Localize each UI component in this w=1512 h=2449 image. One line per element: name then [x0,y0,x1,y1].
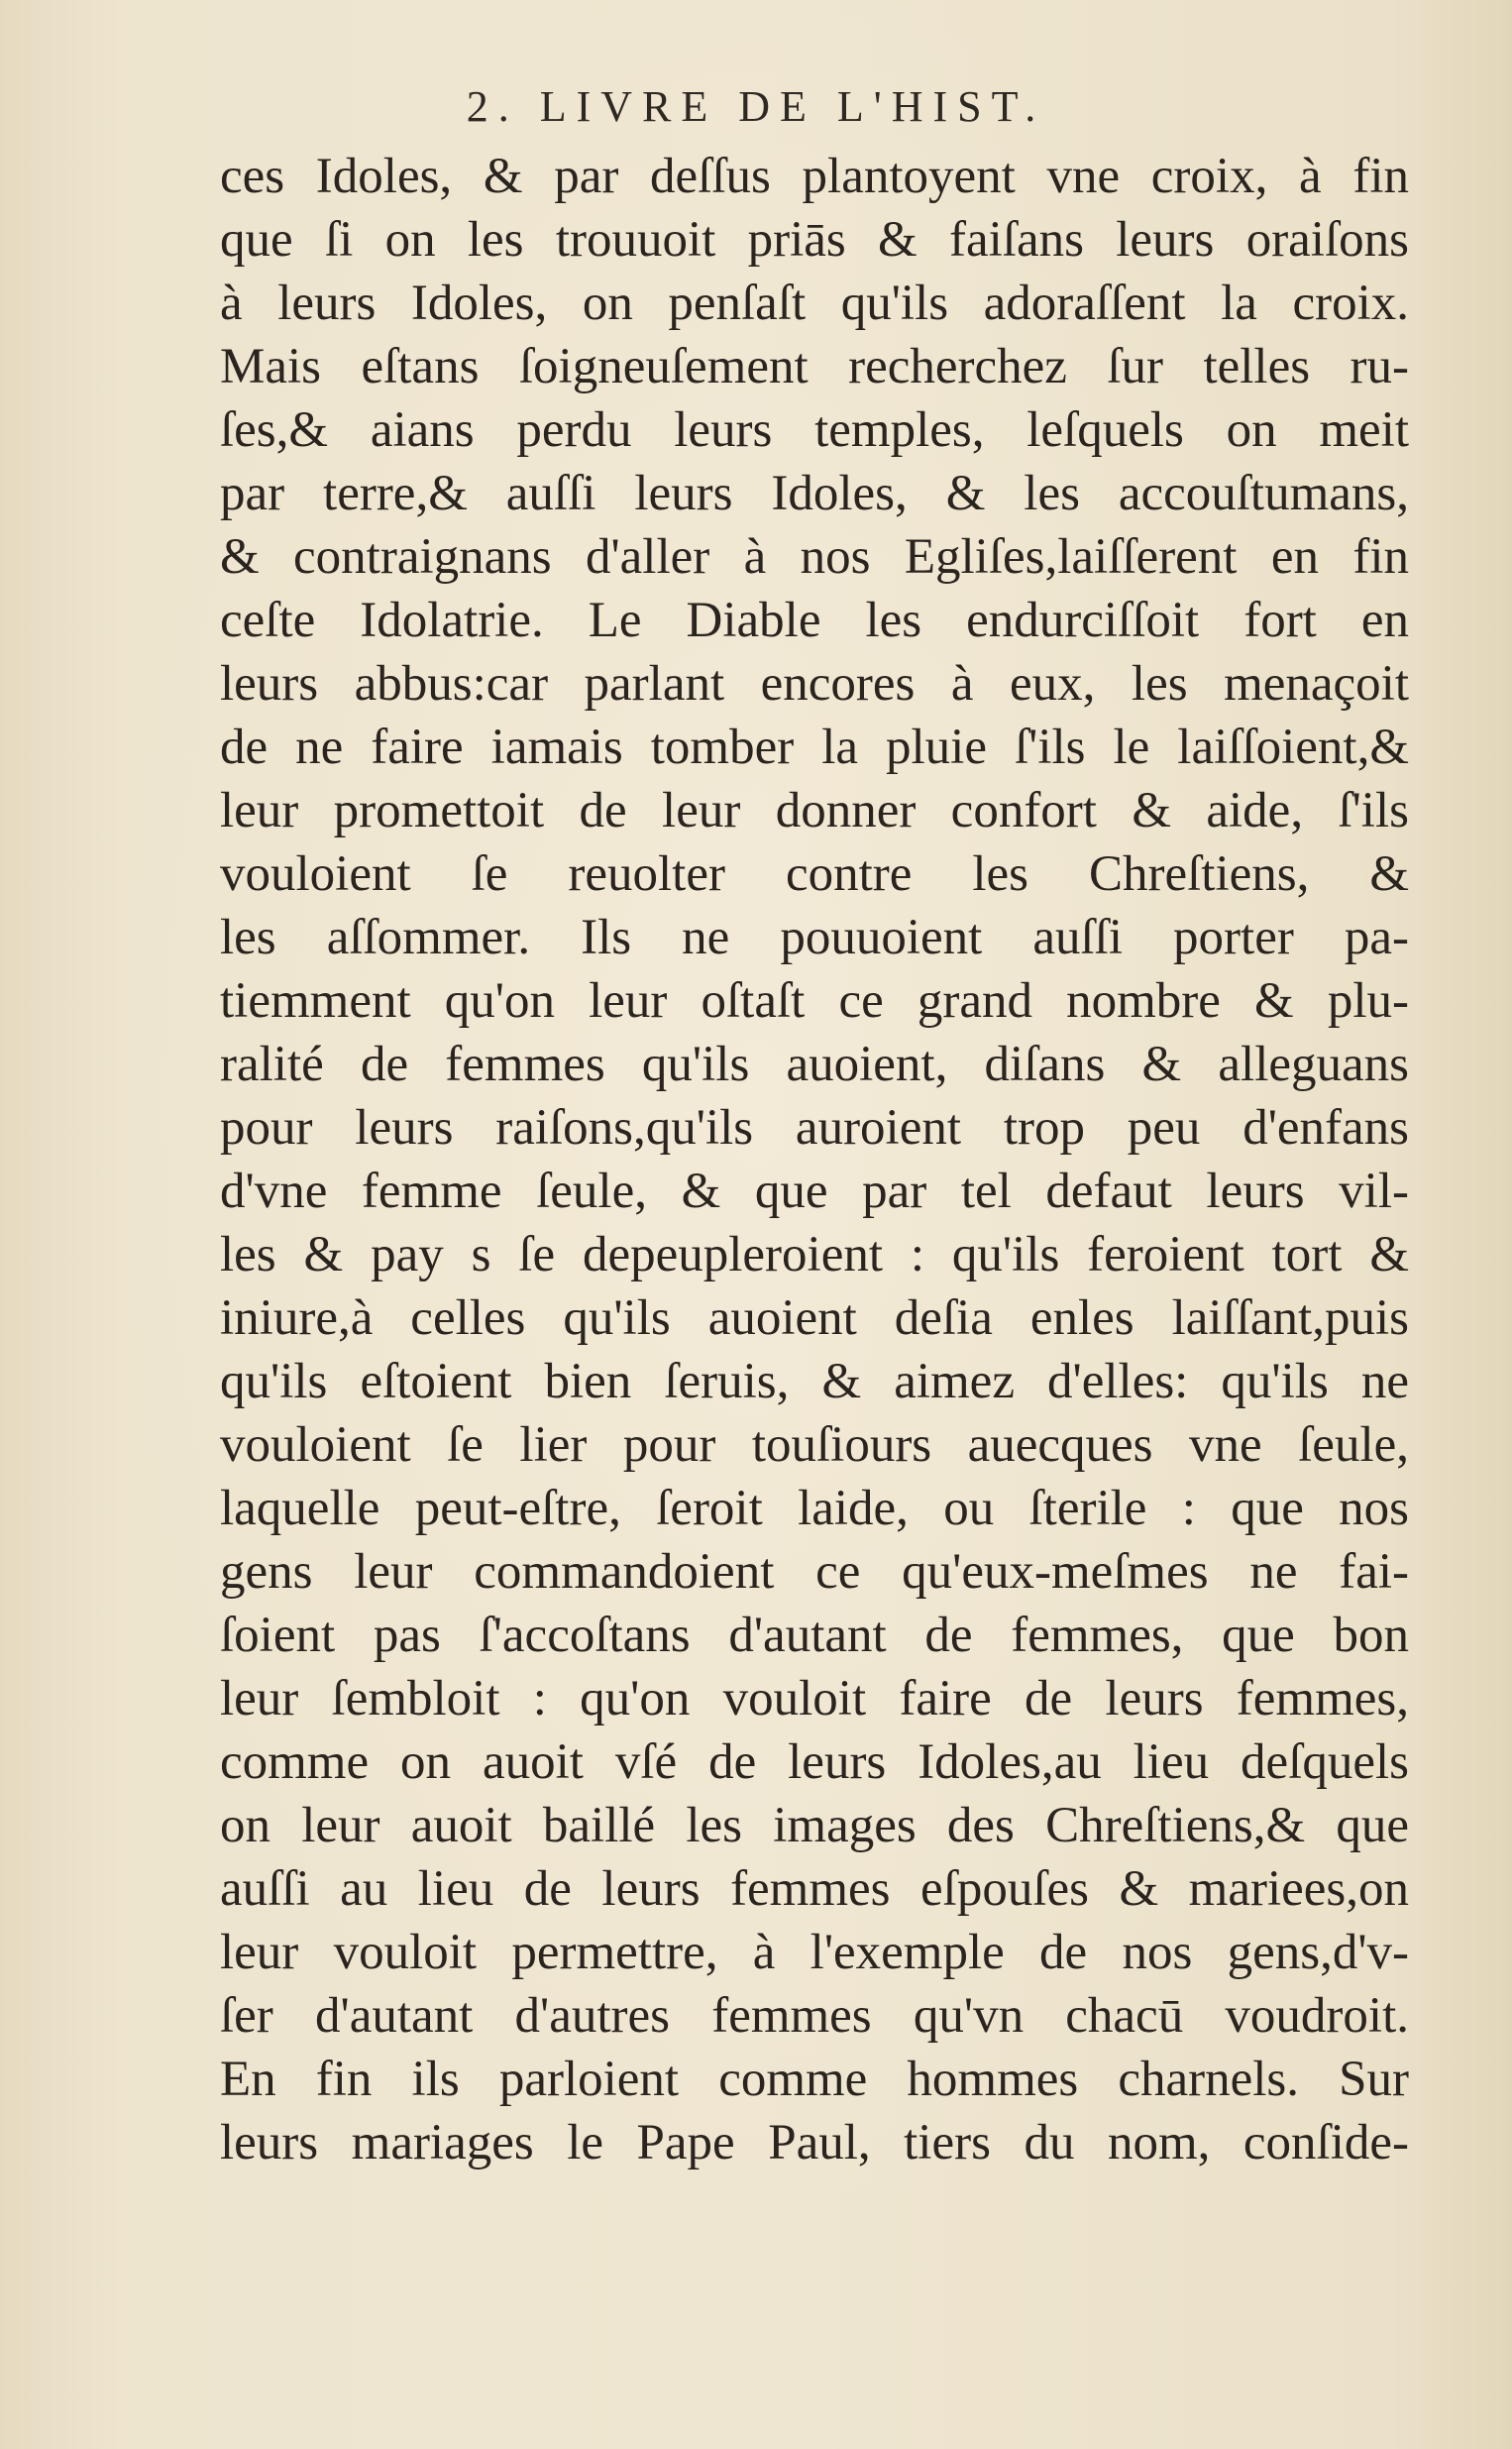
text-line: que ſi on les trouuoit priās & faiſans leurs oraiſons [220,212,1409,268]
text-line: leurs mariages le Pape Paul, tiers du nom, conſide- [220,2115,1409,2171]
text-line: on leur auoit baillé les images des Chreſtiens,& que [220,1798,1409,1853]
text-line: par terre,& auſſi leurs Idoles, & les accouſtumans, [220,466,1409,521]
text-line: vouloient ſe reuolter contre les Chreſtiens, & [220,846,1409,902]
text-line: tiemment qu'on leur oſtaſt ce grand nombre & plu- [220,973,1409,1029]
text-line: qu'ils eſtoient bien ſeruis, & aimez d'elles: qu'ils ne [220,1354,1409,1409]
text-line: iniure,à celles qu'ils auoient deſia enles laiſſant,puis [220,1290,1409,1346]
text-line: Mais eſtans ſoigneuſement recherchez ſur telles ru- [220,339,1409,394]
text-line: les aſſommer. Ils ne pouuoient auſſi porter pa- [220,910,1409,965]
text-line: leur ſembloit : qu'on vouloit faire de leurs femmes, [220,1671,1409,1726]
text-line: d'vne femme ſeule, & que par tel defaut leurs vil- [220,1164,1409,1219]
page-number: 2. [466,82,519,131]
text-line: gens leur commandoient ce qu'eux-meſmes ne fai- [220,1544,1409,1600]
text-line: ſes,& aians perdu leurs temples, leſquels on meit [220,402,1409,458]
body-text [220,145,1409,2174]
text-line: ces Idoles, & par deſſus plantoyent vne croix, à fin [220,149,1409,204]
text-line: laquelle peut-eſtre, ſeroit laide, ou ſterile : que nos [220,1481,1409,1536]
running-title: LIVRE DE L'HIST. [539,82,1046,131]
text-line: & contraignans d'aller à nos Egliſes,laiſſerent en fin [220,529,1409,585]
text-line: ralité de femmes qu'ils auoient, diſans & alleguans [220,1037,1409,1092]
text-line: auſſi au lieu de leurs femmes eſpouſes & mariees,on [220,1861,1409,1917]
text-line: à leurs Idoles, on penſaſt qu'ils adoraſſent la croix. [220,276,1409,331]
text-line: leur vouloit permettre, à l'exemple de nos gens,d'v- [220,1925,1409,1980]
text-line: pour leurs raiſons,qu'ils auroient trop peu d'enfans [220,1100,1409,1156]
text-line: ſoient pas ſ'accoſtans d'autant de femmes, que bon [220,1608,1409,1663]
text-line: vouloient ſe lier pour touſiours auecques vne ſeule, [220,1417,1409,1473]
text-line: leurs abbus:car parlant encores à eux, les menaçoit [220,656,1409,712]
text-line: ſer d'autant d'autres femmes qu'vn chacū voudroit. [220,1988,1409,2044]
text-line: les & pay s ſe depeupleroient : qu'ils feroient tort & [220,1227,1409,1282]
text-line: comme on auoit vſé de leurs Idoles,au lieu deſquels [220,1734,1409,1790]
text-line: En fin ils parloient comme hommes charnels. Sur [220,2052,1409,2107]
text-line: ceſte Idolatrie. Le Diable les endurciſſoit fort en [220,593,1409,648]
text-line: leur promettoit de leur donner confort & aide, ſ'ils [220,783,1409,838]
text-line: de ne faire iamais tomber la pluie ſ'ils le laiſſoient,& [220,720,1409,775]
running-head [0,81,1512,132]
